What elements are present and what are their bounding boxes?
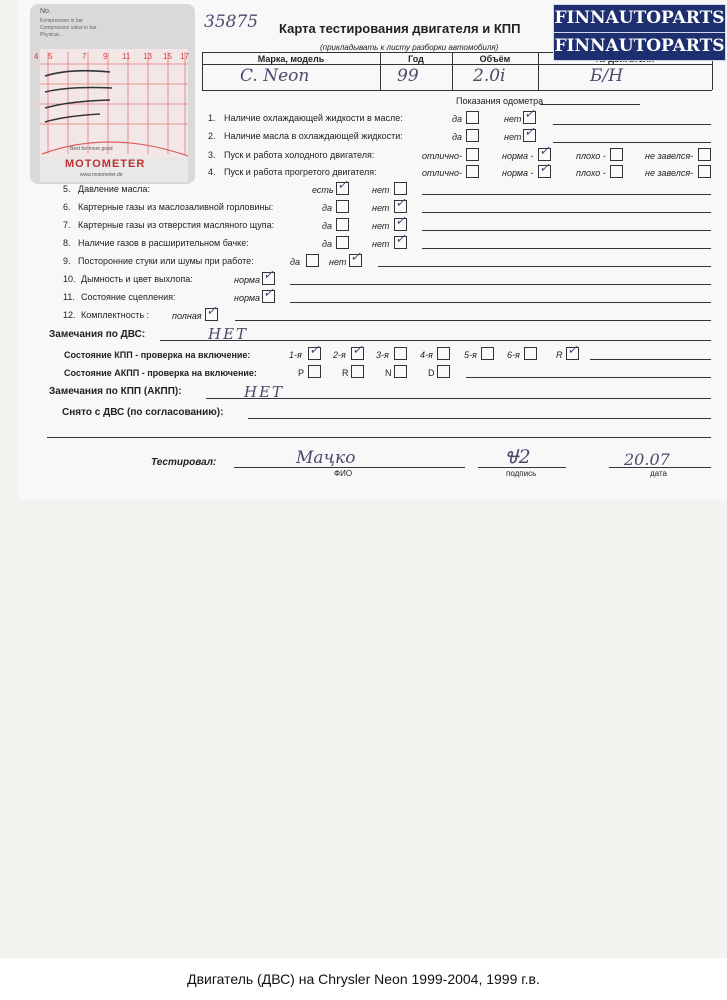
col-header-model: Марка, модель (257, 54, 325, 64)
item-6-yes-checkbox[interactable] (336, 200, 349, 213)
check-mark-icon: ✓ (395, 232, 406, 247)
label-yes: да (452, 114, 462, 124)
item-2-text: Наличие масла в охлаждающей жидкости: (224, 131, 403, 141)
item-7-num: 7. (63, 220, 71, 230)
item-5-num: 5. (63, 184, 71, 194)
item-7-yes-checkbox[interactable] (336, 218, 349, 231)
label-yes: да (322, 239, 332, 249)
label-exists: есть (312, 185, 334, 195)
doc-number: 35875 (204, 12, 259, 32)
signature-caption: подпись (506, 469, 537, 478)
item-12-num: 12. (63, 310, 76, 320)
item-8-yes-checkbox[interactable] (336, 236, 349, 249)
kpp-state-label: Состояние КПП - проверка на включение: (64, 350, 251, 360)
scale-tick: 11 (122, 52, 131, 61)
label-normal: норма (234, 293, 261, 303)
item-9-yes-checkbox[interactable] (306, 254, 319, 267)
gauge-label-2: Compression value in bar (40, 25, 97, 31)
watermark-top: FINNAUTOPARTS (553, 4, 726, 33)
item-3-bad-checkbox[interactable] (610, 148, 623, 161)
scale-tick: 5 (48, 52, 53, 61)
item-5-exists-checkbox[interactable] (336, 178, 349, 195)
watermark-bottom: FINNAUTOPARTS (553, 32, 726, 61)
label-no: нет (372, 221, 390, 231)
item-8-text: Наличие газов в расширительном бачке: (78, 238, 249, 248)
label-no: нет (372, 203, 390, 213)
item-2-no-checkbox[interactable] (523, 125, 536, 142)
gear-label: 4-я (420, 350, 433, 360)
remarks-engine-value: НЕТ (208, 325, 249, 343)
item-10-num: 10. (63, 274, 76, 284)
check-mark-icon: ✓ (350, 250, 361, 265)
item-6-text: Картерные газы из маслозаливной горловины: (78, 202, 274, 212)
check-mark-icon: ✓ (206, 304, 217, 319)
item-6-num: 6. (63, 202, 71, 212)
label-yes: да (322, 203, 332, 213)
page-title: Карта тестирования двигателя и КПП (279, 21, 521, 36)
item-4-text: Пуск и работа прогретого двигателя: (224, 167, 377, 177)
gear-label: 2-я (333, 350, 346, 360)
check-mark-icon: ✓ (395, 196, 406, 211)
label-bad: плохо - (576, 151, 606, 161)
item-1-yes-checkbox[interactable] (466, 111, 479, 124)
label-excellent: отлично- (422, 151, 462, 161)
label-yes: да (290, 257, 300, 267)
gear-5-checkbox[interactable] (481, 347, 494, 360)
item-1-text: Наличие охлаждающей жидкости в масле: (224, 113, 403, 123)
label-no: нет (372, 185, 390, 195)
akpp-d-checkbox[interactable] (437, 365, 450, 378)
item-4-normal-checkbox[interactable] (538, 161, 551, 178)
item-3-num: 3. (208, 150, 216, 160)
check-mark-icon: ✓ (263, 268, 274, 283)
gear-label: 5-я (464, 350, 477, 360)
item-3-normal-checkbox[interactable] (538, 144, 551, 161)
item-3-no-start-checkbox[interactable] (698, 148, 711, 161)
item-4-num: 4. (208, 167, 216, 177)
tested-label: Тестировал: (151, 457, 217, 468)
scale-tick: 4 (34, 52, 39, 61)
compression-gauge-card (30, 4, 195, 184)
item-9-num: 9. (63, 256, 71, 266)
remarks-engine-label: Замечания по ДВС: (49, 329, 146, 340)
tested-name: Маҷко (296, 448, 356, 468)
label-full: полная (172, 311, 202, 321)
tested-signature: Ꮰ2 (505, 446, 531, 468)
gauge-no: No. (40, 8, 51, 15)
item-6-no-checkbox[interactable] (394, 196, 407, 213)
gear-label: 3-я (376, 350, 389, 360)
gear-label: R (556, 350, 563, 360)
remarks-kpp-value: НЕТ (244, 383, 285, 401)
gear-4-checkbox[interactable] (437, 347, 450, 360)
name-caption: ФИО (334, 469, 353, 478)
gauge-chart (30, 4, 195, 184)
item-8-no-checkbox[interactable] (394, 232, 407, 249)
check-mark-icon: ✓ (263, 286, 274, 301)
check-mark-icon: ✓ (395, 214, 406, 229)
item-5-no-checkbox[interactable] (394, 182, 407, 195)
akpp-p-checkbox[interactable] (308, 365, 321, 378)
image-caption: Двигатель (ДВС) на Chrysler Neon 1999-2004, 1999 г.в. (187, 971, 540, 987)
item-2-yes-checkbox[interactable] (466, 129, 479, 142)
label-no: нет (329, 257, 347, 267)
label-no: нет (372, 239, 390, 249)
label-yes: да (452, 132, 462, 142)
check-mark-icon: ✓ (524, 125, 535, 140)
background-wall (0, 500, 727, 958)
col-header-volume: Объём (479, 54, 511, 64)
odometer-label: Показания одометра (456, 96, 544, 106)
scale-tick: 15 (163, 52, 172, 61)
gear-6-checkbox[interactable] (524, 347, 537, 360)
motometer-logo: MOTOMETER (65, 158, 146, 170)
label-normal: норма - (502, 168, 534, 178)
item-5-text: Давление масла: (78, 184, 150, 194)
item-10-normal-checkbox[interactable] (262, 268, 275, 285)
check-mark-icon: ✓ (337, 178, 348, 193)
label-normal: норма - (502, 151, 534, 161)
akpp-state-label: Состояние АКПП - проверка на включение: (64, 368, 257, 378)
check-mark-icon: ✓ (539, 161, 550, 176)
gear-label: 6-я (507, 350, 520, 360)
item-9-text: Посторонние стуки или шумы при работе: (78, 256, 254, 266)
item-12-full-checkbox[interactable] (205, 304, 218, 321)
item-11-num: 11. (63, 292, 75, 302)
gauge-label-3: Physical... (40, 32, 63, 38)
check-mark-icon: ✓ (567, 343, 578, 358)
gear-r-checkbox[interactable] (566, 343, 579, 360)
check-mark-icon: ✓ (539, 144, 550, 159)
value-volume: 2.0i (473, 66, 506, 86)
gear-label: 1-я (289, 350, 302, 360)
remarks-kpp-label: Замечания по КПП (АКПП): (49, 386, 182, 397)
scale-tick: 13 (143, 52, 152, 61)
label-yes: да (322, 221, 332, 231)
label-no: нет (504, 114, 522, 124)
akpp-pos-label: P (298, 368, 305, 378)
label-normal: норма (234, 275, 261, 285)
item-1-num: 1. (208, 113, 216, 123)
scale-tick: 17 (180, 52, 189, 61)
gear-1-checkbox[interactable] (308, 343, 321, 360)
item-4-bad-checkbox[interactable] (610, 165, 623, 178)
value-model: C. Neon (240, 66, 310, 86)
col-header-year: Год (408, 54, 424, 64)
label-bad: плохо - (576, 168, 606, 178)
value-engine-number: Б/Н (590, 66, 624, 86)
akpp-pos-label: D (428, 368, 435, 378)
item-10-text: Дымность и цвет выхлопа: (81, 274, 193, 284)
item-4-no-start-checkbox[interactable] (698, 165, 711, 178)
item-3-text: Пуск и работа холодного двигателя: (224, 150, 375, 160)
akpp-r-checkbox[interactable] (351, 365, 364, 378)
item-4-excellent-checkbox[interactable] (466, 165, 479, 178)
scale-tick: 9 (103, 52, 108, 61)
akpp-pos-label: N (385, 368, 392, 378)
gauge-footer: Best for more good (70, 146, 113, 152)
item-11-normal-checkbox[interactable] (262, 286, 275, 303)
scale-tick: 7 (82, 52, 87, 61)
akpp-n-checkbox[interactable] (394, 365, 407, 378)
gear-2-checkbox[interactable] (351, 343, 364, 360)
gear-3-checkbox[interactable] (394, 347, 407, 360)
label-no: нет (504, 132, 522, 142)
item-1-no-checkbox[interactable] (523, 107, 536, 124)
gauge-scale (30, 52, 195, 64)
item-9-no-checkbox[interactable] (349, 250, 362, 267)
gauge-label-1: Kompression in bar (40, 18, 84, 24)
item-3-excellent-checkbox[interactable] (466, 148, 479, 161)
label-no-start: не завелся- (645, 151, 694, 161)
label-no-start: не завелся- (645, 168, 694, 178)
check-mark-icon: ✓ (309, 343, 320, 358)
item-7-no-checkbox[interactable] (394, 214, 407, 231)
label-excellent: отлично- (422, 168, 462, 178)
item-11-text: Состояние сцепления: (81, 292, 176, 302)
value-year: 99 (397, 66, 419, 86)
check-mark-icon: ✓ (352, 343, 363, 358)
tested-date: 20.07 (624, 450, 670, 469)
item-2-num: 2. (208, 131, 216, 141)
akpp-pos-label: R (342, 368, 349, 378)
removed-label: Снято с ДВС (по согласованию): (62, 407, 224, 418)
check-mark-icon: ✓ (524, 107, 535, 122)
item-7-text: Картерные газы из отверстия масляного щупа: (78, 220, 275, 230)
gauge-site: www.motometer.de (80, 172, 123, 178)
date-caption: дата (650, 469, 667, 478)
item-12-text: Комплектность : (81, 310, 150, 320)
subtitle: (прикладывать к листу разборки автомобиля) (320, 43, 499, 52)
item-8-num: 8. (63, 238, 71, 248)
